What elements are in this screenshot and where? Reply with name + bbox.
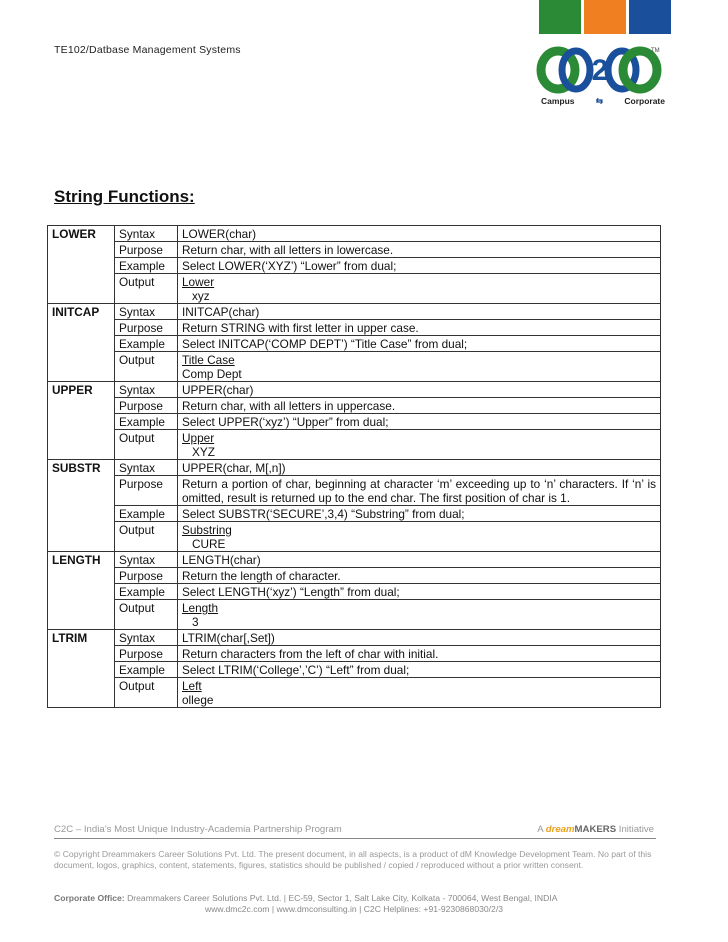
syntax-label: Syntax <box>115 460 178 476</box>
page-title: String Functions: <box>54 187 195 206</box>
output-label: Output <box>115 600 178 630</box>
output-column-header: Title Case <box>182 353 235 367</box>
output-value: 3 <box>192 615 199 629</box>
function-row-example <box>48 584 661 600</box>
output-value: xyz <box>192 289 210 303</box>
corporate-web: www.dmc2c.com | www.dmconsulting.in | C2C Helplines: +91-9230868030/2/3 <box>205 904 503 914</box>
function-row-example <box>48 336 661 352</box>
function-name: UPPER <box>48 382 115 460</box>
function-row-output <box>48 430 661 460</box>
purpose-label: Purpose <box>115 646 178 662</box>
example-value: Select UPPER(‘xyz’) “Upper” from dual; <box>178 414 661 430</box>
footer-program-text: C2C – India’s Most Unique Industry-Academia Partnership Program <box>54 824 342 835</box>
output-cell <box>178 430 661 460</box>
function-row-output <box>48 274 661 304</box>
output-label: Output <box>115 522 178 552</box>
footer-program <box>54 824 654 835</box>
function-row-purpose <box>48 568 661 584</box>
example-value: Select LTRIM(‘College’,’C’) “Left” from dual; <box>178 662 661 678</box>
syntax-value: INITCAP(char) <box>178 304 661 320</box>
example-value: Select LENGTH(‘xyz’) “Length” from dual; <box>178 584 661 600</box>
footer-initiative <box>537 824 654 835</box>
initiative-makers: MAKERS <box>574 824 617 835</box>
footer-corporate-office <box>54 893 654 915</box>
output-cell <box>178 522 661 552</box>
footer-divider <box>54 838 656 839</box>
purpose-label: Purpose <box>115 320 178 336</box>
function-row-syntax <box>48 552 661 568</box>
footer-copyright: © Copyright Dreammakers Career Solutions Pvt. Ltd. The present document, in all aspects, is a product of dM Knowledge Development Team. No part of this document, logos, graphics, content, statements, figures, statistics should be published / copied / reproduced without a prior written consent. <box>54 849 652 870</box>
header-color-bar-orange <box>584 0 626 34</box>
function-name: LOWER <box>48 226 115 304</box>
output-column-header: Substring <box>182 523 232 537</box>
function-row-purpose <box>48 476 661 506</box>
logo-campus-label: Campus <box>541 96 575 106</box>
output-cell <box>178 274 661 304</box>
purpose-value: Return characters from the left of char with initial. <box>178 646 661 662</box>
output-column-header: Lower <box>182 275 215 289</box>
example-value: Select INITCAP(‘COMP DEPT’) “Title Case” from dual; <box>178 336 661 352</box>
function-row-syntax <box>48 304 661 320</box>
header-color-bar-blue <box>629 0 671 34</box>
example-label: Example <box>115 662 178 678</box>
output-value: Comp Dept <box>182 367 242 381</box>
purpose-label: Purpose <box>115 242 178 258</box>
function-row-example <box>48 506 661 522</box>
example-label: Example <box>115 584 178 600</box>
string-functions-table <box>47 225 661 708</box>
output-label: Output <box>115 430 178 460</box>
output-column-header: Upper <box>182 431 215 445</box>
output-column-header: Left <box>182 679 202 693</box>
function-name: LENGTH <box>48 552 115 630</box>
syntax-label: Syntax <box>115 226 178 242</box>
function-row-output <box>48 522 661 552</box>
function-row-syntax <box>48 630 661 646</box>
function-row-purpose <box>48 320 661 336</box>
syntax-label: Syntax <box>115 382 178 398</box>
function-row-example <box>48 414 661 430</box>
function-row-output <box>48 600 661 630</box>
syntax-value: LOWER(char) <box>178 226 661 242</box>
function-row-purpose <box>48 398 661 414</box>
logo-arrow-icon: ⇆ <box>595 96 604 106</box>
output-cell <box>178 352 661 382</box>
function-row-purpose <box>48 646 661 662</box>
trademark-mark: TM <box>651 48 660 54</box>
syntax-label: Syntax <box>115 630 178 646</box>
syntax-label: Syntax <box>115 552 178 568</box>
output-label: Output <box>115 352 178 382</box>
purpose-label: Purpose <box>115 568 178 584</box>
output-value: XYZ <box>192 445 215 459</box>
output-label: Output <box>115 274 178 304</box>
output-label: Output <box>115 678 178 708</box>
corporate-label: Corporate Office: <box>54 893 125 903</box>
output-value: ollege <box>182 693 214 707</box>
course-title: TE102/Datbase Management Systems <box>54 44 241 56</box>
purpose-label: Purpose <box>115 476 178 506</box>
header-color-bar-green <box>539 0 581 34</box>
purpose-value: Return STRING with first letter in upper case. <box>178 320 661 336</box>
function-row-purpose <box>48 242 661 258</box>
example-label: Example <box>115 414 178 430</box>
purpose-value: Return a portion of char, beginning at character ‘m’ exceeding up to ‘n’ characters. If ‘n’ is omitted, result is returned up to the end char. The first position of char is 1. <box>178 476 661 506</box>
syntax-value: UPPER(char) <box>178 382 661 398</box>
function-name: LTRIM <box>48 630 115 708</box>
initiative-a: A <box>537 824 544 835</box>
output-value: CURE <box>192 537 226 551</box>
syntax-value: LTRIM(char[,Set]) <box>178 630 661 646</box>
syntax-value: LENGTH(char) <box>178 552 661 568</box>
example-label: Example <box>115 258 178 274</box>
function-row-output <box>48 352 661 382</box>
output-column-header: Length <box>182 601 219 615</box>
function-row-example <box>48 258 661 274</box>
function-row-syntax <box>48 460 661 476</box>
function-row-syntax <box>48 226 661 242</box>
function-row-output <box>48 678 661 708</box>
corporate-address: Dreammakers Career Solutions Pvt. Ltd. | EC-59, Sector 1, Salt Lake City, Kolkata - 700064, West Bengal, INDIA <box>127 893 558 903</box>
purpose-value: Return char, with all letters in lowercase. <box>178 242 661 258</box>
syntax-label: Syntax <box>115 304 178 320</box>
syntax-value: UPPER(char, M[,n]) <box>178 460 661 476</box>
logo-corporate-label: Corporate <box>624 96 665 106</box>
example-value: Select LOWER(‘XYZ’) “Lower” from dual; <box>178 258 661 274</box>
output-cell <box>178 678 661 708</box>
function-name: INITCAP <box>48 304 115 382</box>
example-value: Select SUBSTR(‘SECURE’,3,4) “Substring” from dual; <box>178 506 661 522</box>
purpose-label: Purpose <box>115 398 178 414</box>
function-row-syntax <box>48 382 661 398</box>
logo-tagline <box>541 96 665 107</box>
output-cell <box>178 600 661 630</box>
svg-text:2: 2 <box>591 54 609 87</box>
purpose-value: Return char, with all letters in uppercase. <box>178 398 661 414</box>
purpose-value: Return the length of character. <box>178 568 661 584</box>
example-label: Example <box>115 336 178 352</box>
initiative-dream: dream <box>545 824 575 835</box>
initiative-tail: Initiative <box>618 824 654 835</box>
function-name: SUBSTR <box>48 460 115 552</box>
example-label: Example <box>115 506 178 522</box>
function-row-example <box>48 662 661 678</box>
